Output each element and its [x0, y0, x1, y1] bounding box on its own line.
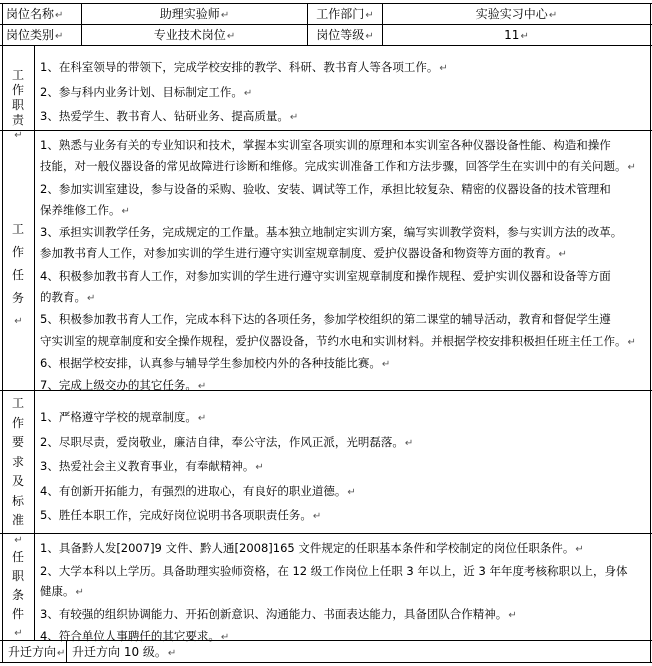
list-item: 1、严格遵守学校的规章制度。↵ [40, 410, 207, 424]
text-line: 4、符合单位人事聘任的其它要求。↵ [40, 629, 230, 643]
table-rule [0, 24, 652, 25]
position-level-label: 岗位等级↵ [316, 28, 374, 42]
table-rule [0, 533, 652, 534]
text-line: 1、熟悉与业务有关的专业知识和技术，掌握本实训室各项实训的原理和本实训室各种仪器设备性能、构造和操作 [40, 138, 611, 152]
table-border [0, 3, 652, 4]
table-border [650, 3, 651, 663]
text-line: 保养维修工作。↵ [40, 202, 130, 217]
text-line: 2、参加实训室建设，参与设备的采购、验收、安装、调试等工作，承担比较复杂、精密的仪器设备的技术管理和 [40, 181, 611, 196]
position-level-value: 11↵ [504, 28, 529, 42]
text-line: 守实训室的规章制度和安全操作规程，爱护仪器设备，节约水电和实训材料。并根据学校安排积极担任班主任工作。↵ [40, 333, 636, 348]
position-type-label: 岗位类别↵ [6, 28, 64, 42]
list-item: 1、在科室领导的带领下，完成学校安排的教学、科研、教书育人等各项工作。↵ [40, 60, 448, 74]
promotion-value: 升迁方向 10 级。↵ [72, 645, 177, 659]
text-line: 5、积极参加教书育人工作，完成本科下达的各项任务，参加学校组织的第二课堂的辅导活动，教育和督促学生遵 [40, 312, 611, 327]
list-item: 3、热爱社会主义教育事业，有奉献精神。↵ [40, 459, 264, 473]
table-border [2, 3, 3, 663]
position-name-value: 助理实验师↵ [159, 7, 230, 21]
promotion-label: 升迁方向↵ [8, 645, 66, 659]
requirements-label: 工 作 要 求 及 标 准 ↵ [11, 396, 24, 546]
department-value: 实验实习中心↵ [475, 7, 558, 21]
text-line: 7、完成上级交办的其它任务。↵ [40, 378, 207, 393]
text-line: 1、具备黔人发[2007]9 文件、黔人通[2008]165 文件规定的任职基本条件和学校制定的岗位任职条件。↵ [40, 541, 584, 555]
list-item: 3、热爱学生、教书育人、钻研业务、提高质量。↵ [40, 109, 299, 123]
table-rule [34, 45, 35, 641]
table-border [0, 662, 652, 663]
table-rule [0, 130, 652, 131]
text-line: 健康。↵ [40, 584, 84, 598]
text-line: 2、大学本科以上学历。具备助理实验师资格，在 12 级工作岗位上任职 3 年以上，近 3 年年度考核称职以上，身体 [40, 563, 628, 578]
qualifications-list [40, 538, 628, 649]
department-label: 工作部门↵ [316, 7, 374, 21]
position-name-label: 岗位名称↵ [6, 7, 64, 21]
text-line: 技能，对一般仪器设备的常见故障进行诊断和维修。完成实训准备工作和方法步骤，回答学生在实训中的有关问题。↵ [40, 159, 636, 174]
qualifications-label: 任 职 条 件 ↵ [11, 550, 24, 639]
duties-label: 工 作 职 责 ↵ [11, 68, 24, 141]
text-line: 参加教书育人工作，对参加实训的学生进行遵守实训室规章制度、爱护仪器设备和物资等方面的教育。↵ [40, 246, 567, 261]
list-item: 2、尽职尽责，爱岗敬业，廉洁自律，奉公守法，作风正派，光明磊落。↵ [40, 434, 414, 449]
text-line: 6、根据学校安排，认真参与辅导学生参加校内外的各种技能比赛。↵ [40, 355, 391, 370]
list-item: 2、参与科内业务计划、目标制定工作。↵ [40, 84, 253, 99]
text-line: 的教育。↵ [40, 290, 96, 305]
duties-list [40, 56, 448, 130]
tasks-label: 工 作 任 务 ↵ [11, 222, 24, 327]
text-line: 4、积极参加教书育人工作，对参加实训的学生进行遵守实训室规章制度和操作规程、爱护实训仪器和设备等方面 [40, 268, 611, 283]
requirements-list [40, 406, 413, 529]
text-line: 3、有较强的组织协调能力、开拓创新意识、沟通能力、书面表达能力，具备团队合作精神。↵ [40, 606, 517, 621]
list-item: 5、胜任本职工作，完成好岗位说明书各项职责任务。↵ [40, 508, 322, 522]
position-type-value: 专业技术岗位↵ [153, 28, 236, 42]
tasks-list [40, 135, 636, 398]
table-rule [0, 45, 652, 46]
list-item: 4、有创新开拓能力，有强烈的进取心，有良好的职业道德。↵ [40, 483, 356, 498]
text-line: 3、承担实训教学任务，完成规定的工作量。基本独立地制定实训方案，编写实训教学资料，参与实训方法的改革。 [40, 225, 623, 240]
